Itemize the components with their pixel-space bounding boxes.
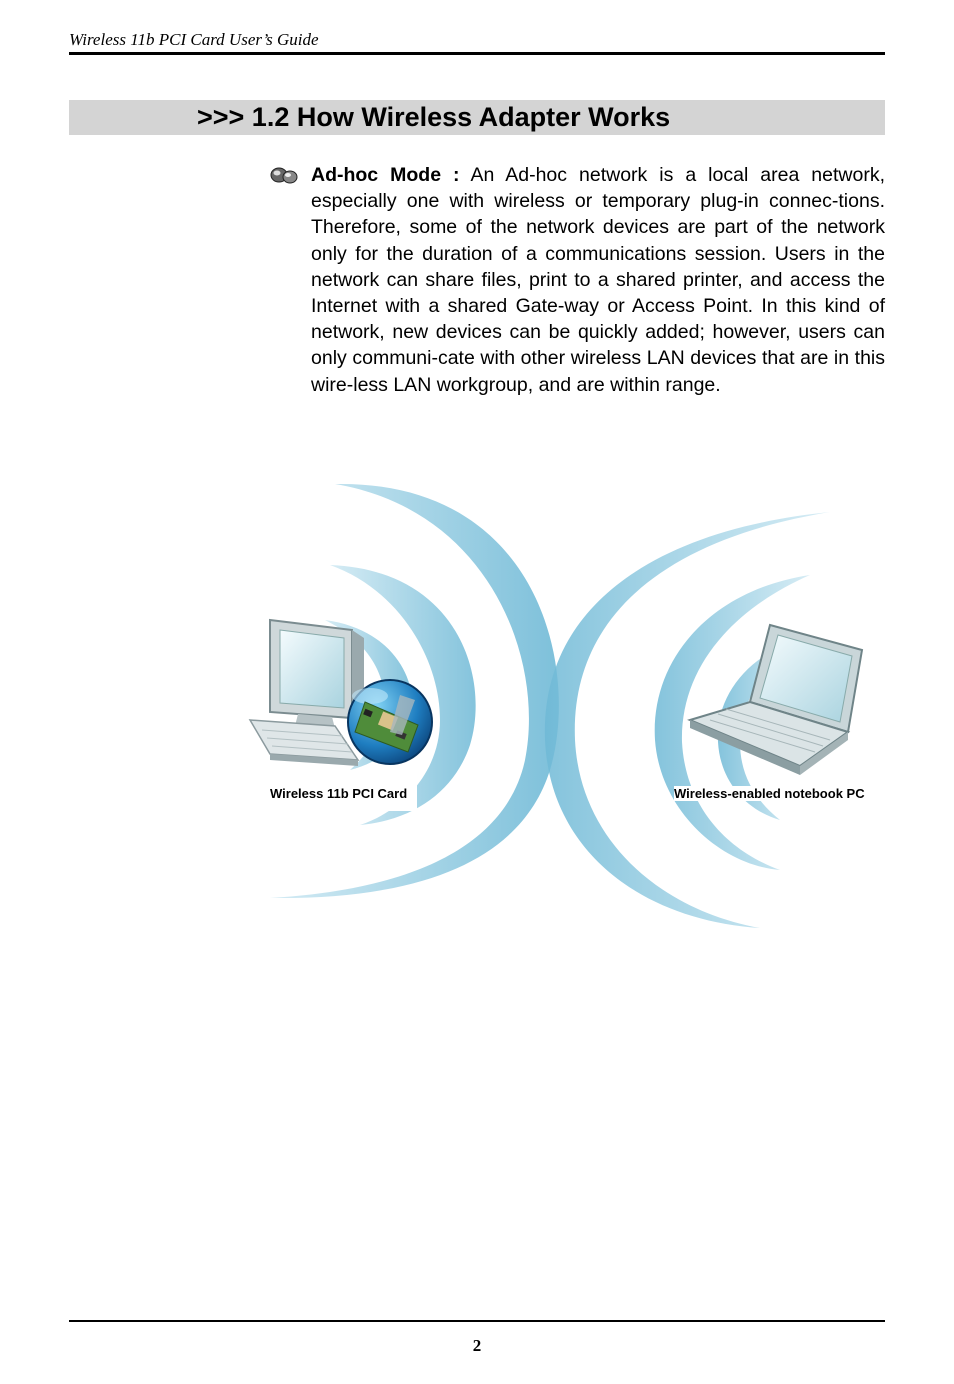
- bullet-icon: [270, 166, 298, 186]
- adhoc-network-figure: [240, 470, 880, 940]
- paragraph-lead: Ad-hoc Mode :: [311, 164, 460, 186]
- notebook-label: Wireless-enabled notebook PC: [674, 786, 865, 801]
- page-number: 2: [472, 1336, 482, 1355]
- adhoc-paragraph: [311, 162, 885, 398]
- paragraph-body: An Ad-hoc network is a local area network, especially one with wireless or temporary plug-in connec-tions. Therefore, some of the network devices are part of the network only for the duration of a communications session. Users in the network can share files, print to a shared printer, and access the Internet with a shared Gate-way or Access Point. In this kind of network, new devices can be quickly added; however, users can only communi-cate with other wireless LAN devices that are in this wire-less LAN workgroup, and are within range.: [311, 164, 885, 396]
- running-header: Wireless 11b PCI Card User’s Guide: [69, 30, 319, 49]
- figure-graphic: [240, 470, 880, 940]
- desktop-computer-icon: [250, 620, 364, 766]
- section-title: >>> 1.2 How Wireless Adapter Works: [197, 102, 671, 132]
- header-rule: [69, 52, 885, 55]
- pci-card-label: Wireless 11b PCI Card: [266, 782, 417, 811]
- notebook-computer-icon: [690, 625, 862, 775]
- footer-rule: [69, 1320, 885, 1322]
- pci-card-globe-icon: [348, 680, 432, 764]
